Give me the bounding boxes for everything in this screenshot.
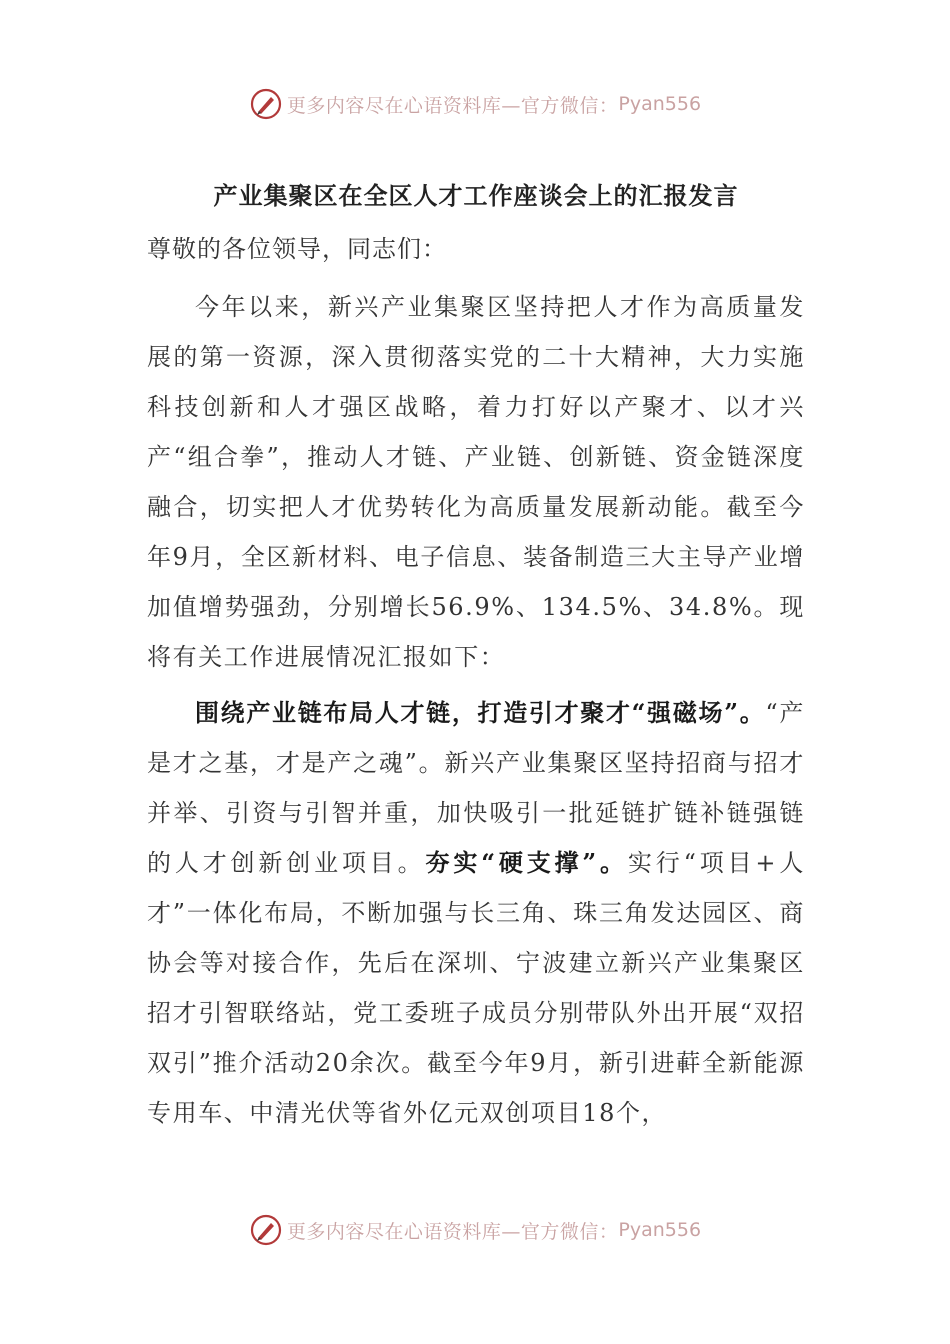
pen-logo-icon <box>249 87 283 121</box>
pen-logo-icon <box>249 1213 283 1247</box>
document-body <box>147 176 805 1138</box>
section-heading: 围绕产业链布局人才链，打造引才聚才“强磁场”。 <box>195 698 766 727</box>
header-watermark <box>0 84 950 124</box>
salutation: 尊敬的各位领导，同志们： <box>147 235 447 263</box>
paragraph-intro: 今年以来，新兴产业集聚区坚持把人才作为高质量发展的第一资源，深入贯彻落实党的二十大精神，大力实施科技创新和人才强区战略，着力打好以产聚才、以才兴产“组合拳”，推动人才链、产业链、创新链、资金链深度融合，切实把人才优势转化为高质量发展新动能。截至今年9月，全区新材料、电子信息、装备制造三大主导产业增加值增势强劲，分别增长56.9%、134.5%、34.8%。现将有关工作进展情况汇报如下： <box>147 293 805 671</box>
watermark-wechat-id: Pyan556 <box>618 93 702 115</box>
watermark-text: 更多内容尽在心语资料库—官方微信： <box>286 1220 619 1243</box>
watermark-wechat-id: Pyan556 <box>618 1219 702 1241</box>
section-text-1: “产是才之基，才是产之魂”。新兴产业集聚区坚持招商与招才并举、引资与引智并重，加快吸引一批延链扩链补链强链的人才创新创业项目。 <box>147 699 805 877</box>
document-title: 产业集聚区在全区人才工作座谈会上的汇报发言 <box>213 181 739 210</box>
section-text-2: 实行“项目+人才”一体化布局，不断加强与长三角、珠三角发达园区、商协会等对接合作，先后在深圳、宁波建立新兴产业集聚区招才引智联络站，党工委班子成员分别带队外出开展“双招双引”推介活动20余次。截至今年9月，新引进蓒全新能源专用车、中清光伏等省外亿元双创项目18个， <box>147 849 805 1127</box>
paragraph-section-1 <box>147 688 805 1138</box>
section-subheading: 夯实“硬支撑”。 <box>425 848 628 877</box>
watermark-text: 更多内容尽在心语资料库—官方微信： <box>286 94 619 117</box>
footer-watermark <box>0 1210 950 1250</box>
